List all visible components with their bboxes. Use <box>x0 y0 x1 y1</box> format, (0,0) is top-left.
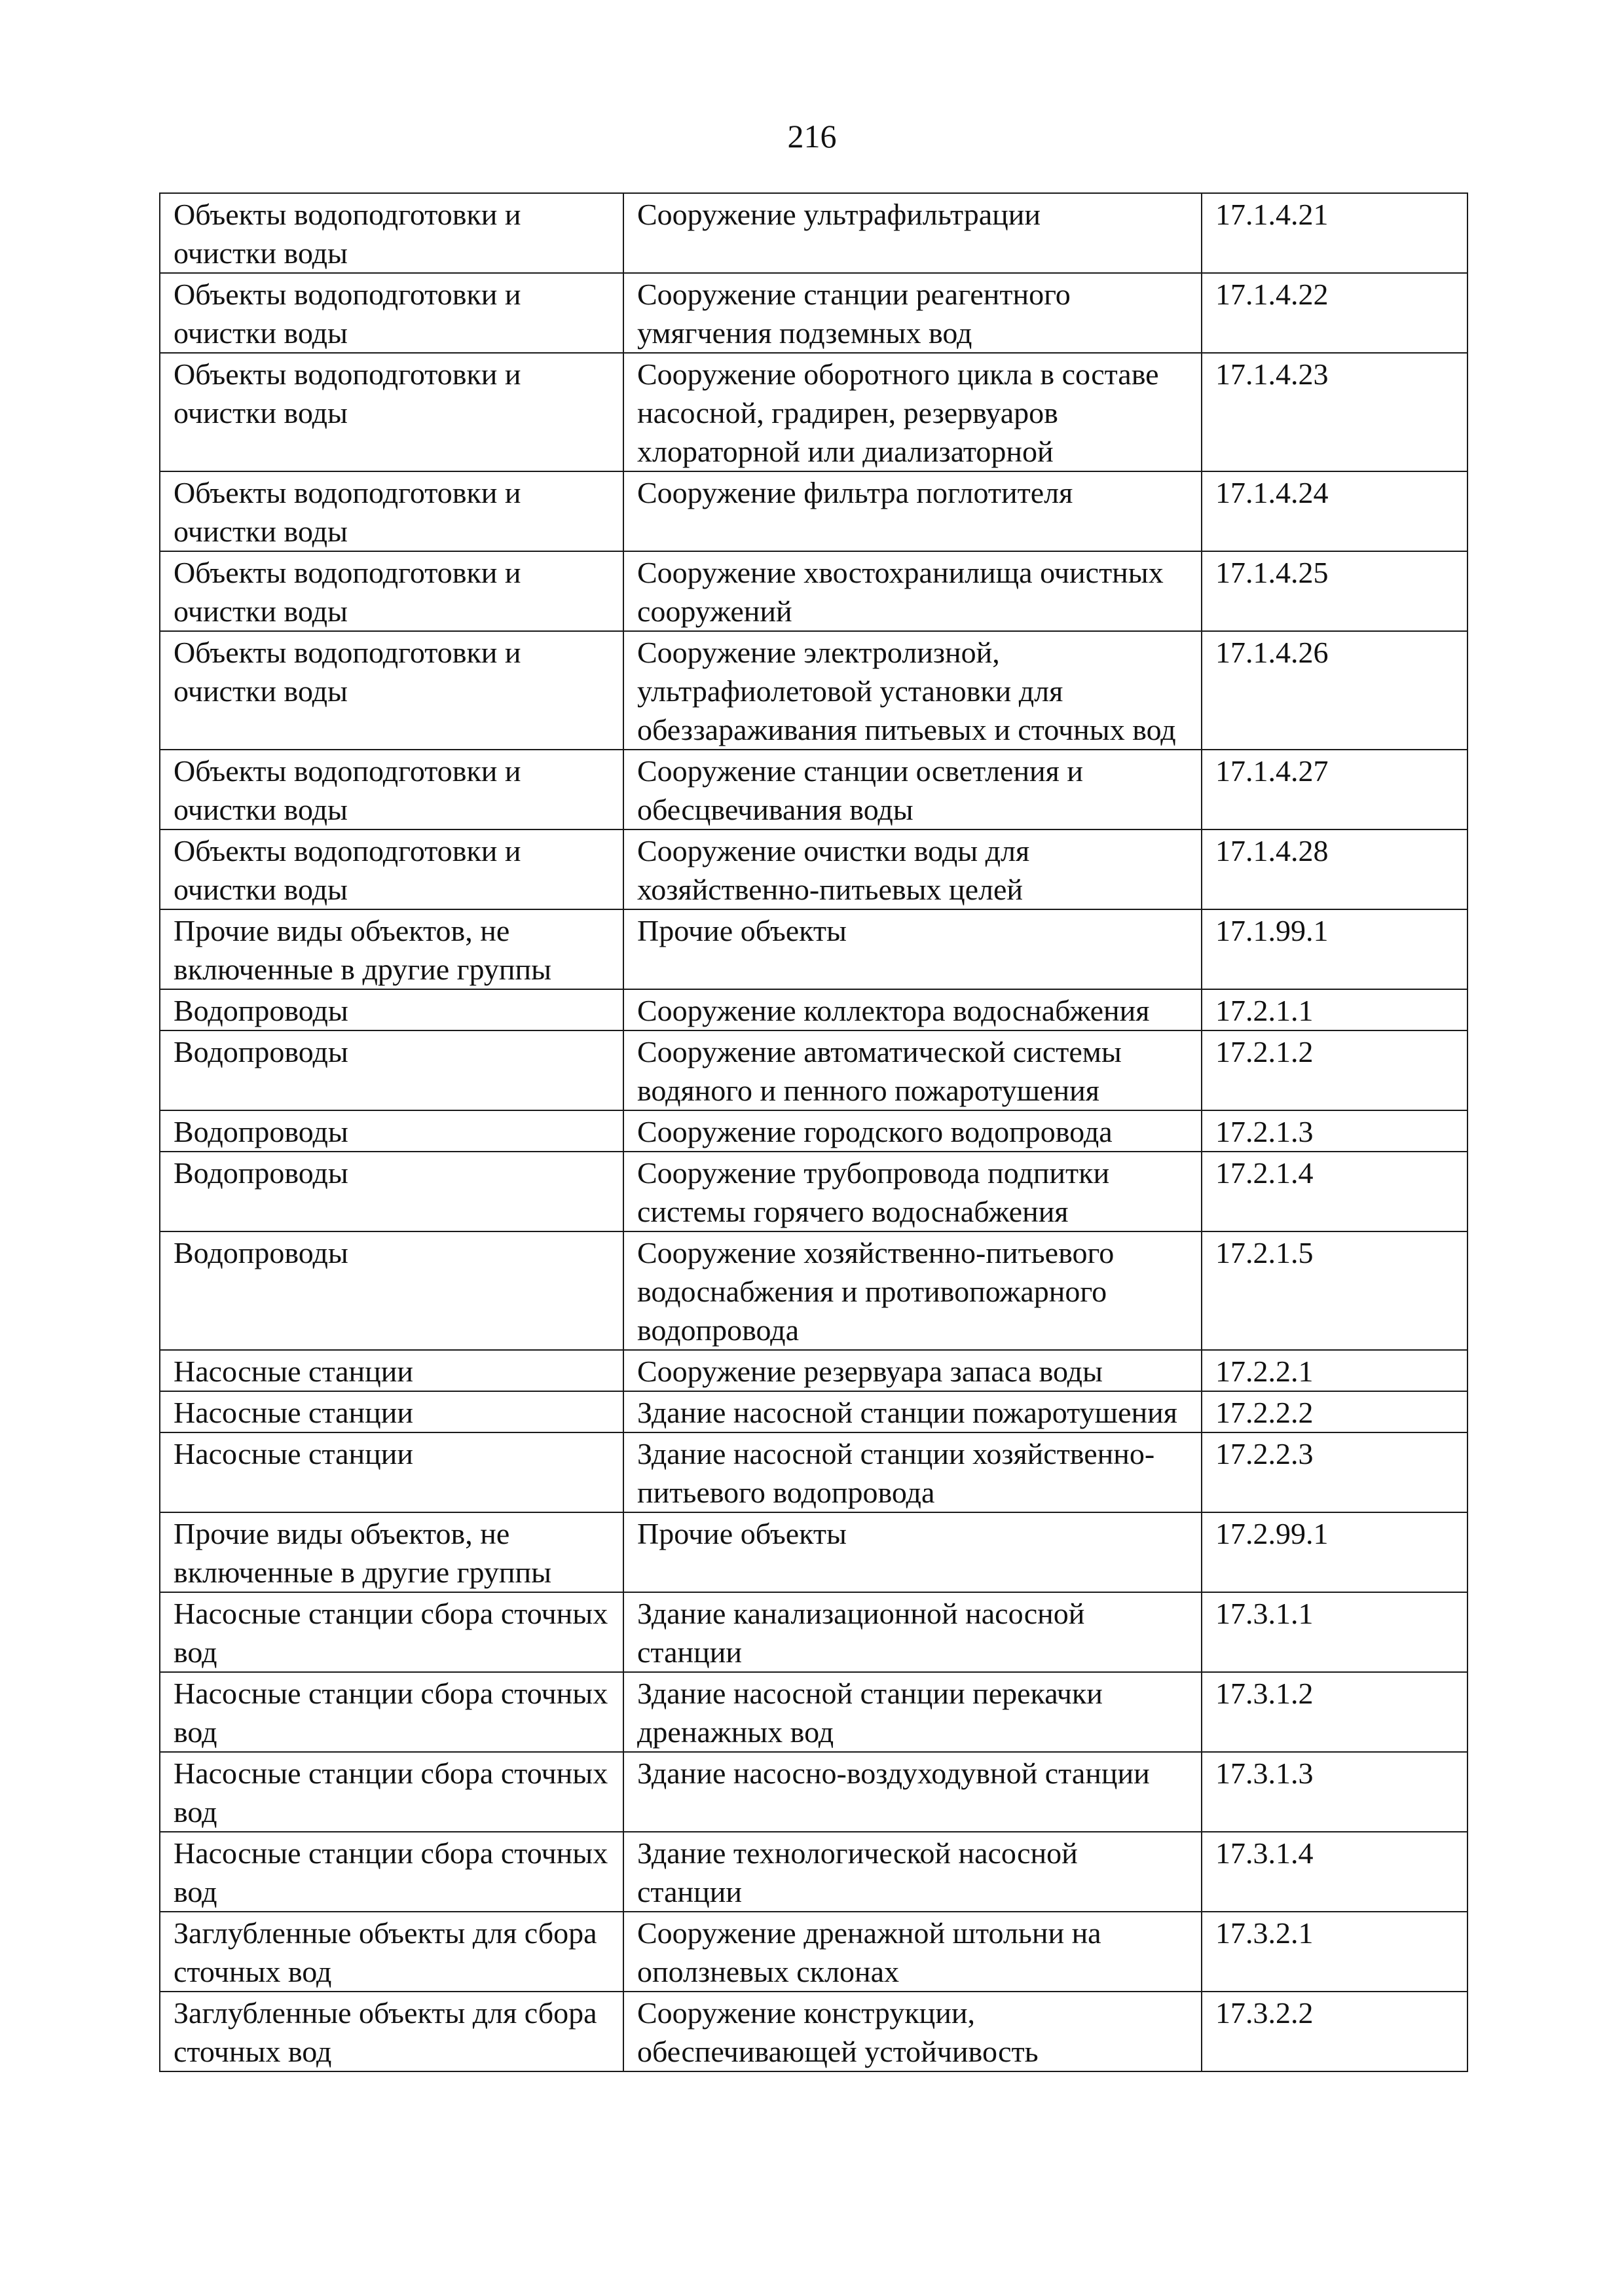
table-row <box>160 1432 1467 1512</box>
object-code-cell: 17.3.1.2 <box>1202 1672 1467 1752</box>
object-group-cell: Насосные станции <box>160 1350 623 1391</box>
object-name-cell: Здание насосно-воздуходувной станции <box>623 1752 1202 1832</box>
object-name-cell: Сооружение дренажной штольни на оползневых склонах <box>623 1912 1202 1992</box>
object-code-cell: 17.2.99.1 <box>1202 1512 1467 1592</box>
object-group-cell: Заглубленные объекты для сбора сточных вод <box>160 1992 623 2071</box>
object-classification-table <box>159 192 1468 2072</box>
table-row <box>160 631 1467 750</box>
object-code-cell: 17.3.1.4 <box>1202 1832 1467 1912</box>
object-code-cell: 17.2.1.5 <box>1202 1231 1467 1350</box>
object-code-cell: 17.2.1.3 <box>1202 1110 1467 1152</box>
table-row <box>160 1152 1467 1231</box>
object-code-cell: 17.2.2.3 <box>1202 1432 1467 1512</box>
object-group-cell: Объекты водоподготовки и очистки воды <box>160 631 623 750</box>
table-row <box>160 1832 1467 1912</box>
object-group-cell: Насосные станции <box>160 1432 623 1512</box>
object-code-cell: 17.2.1.1 <box>1202 989 1467 1030</box>
object-code-cell: 17.1.4.21 <box>1202 193 1467 273</box>
object-group-cell: Объекты водоподготовки и очистки воды <box>160 551 623 631</box>
table-row <box>160 551 1467 631</box>
object-code-cell: 17.3.2.1 <box>1202 1912 1467 1992</box>
object-name-cell: Здание канализационной насосной станции <box>623 1592 1202 1672</box>
table-row <box>160 1350 1467 1391</box>
table-row <box>160 273 1467 353</box>
object-group-cell: Водопроводы <box>160 1110 623 1152</box>
object-code-cell: 17.1.4.26 <box>1202 631 1467 750</box>
object-name-cell: Здание технологической насосной станции <box>623 1832 1202 1912</box>
object-code-cell: 17.1.99.1 <box>1202 909 1467 989</box>
object-group-cell: Водопроводы <box>160 989 623 1030</box>
object-group-cell: Прочие виды объектов, не включенные в другие группы <box>160 909 623 989</box>
object-group-cell: Заглубленные объекты для сбора сточных вод <box>160 1912 623 1992</box>
object-name-cell: Сооружение очистки воды для хозяйственно-питьевых целей <box>623 829 1202 909</box>
table-row <box>160 1752 1467 1832</box>
table-row <box>160 1512 1467 1592</box>
object-group-cell: Объекты водоподготовки и очистки воды <box>160 353 623 471</box>
object-name-cell: Сооружение трубопровода подпитки системы горячего водоснабжения <box>623 1152 1202 1231</box>
object-code-cell: 17.2.2.1 <box>1202 1350 1467 1391</box>
object-name-cell: Сооружение городского водопровода <box>623 1110 1202 1152</box>
object-name-cell: Сооружение автоматической системы водяного и пенного пожаротушения <box>623 1030 1202 1110</box>
object-code-cell: 17.1.4.25 <box>1202 551 1467 631</box>
table-row <box>160 1992 1467 2071</box>
object-group-cell: Прочие виды объектов, не включенные в другие группы <box>160 1512 623 1592</box>
object-code-cell: 17.2.1.2 <box>1202 1030 1467 1110</box>
object-group-cell: Водопроводы <box>160 1030 623 1110</box>
table-row <box>160 193 1467 273</box>
table-body <box>160 193 1467 2071</box>
object-group-cell: Насосные станции сбора сточных вод <box>160 1672 623 1752</box>
object-group-cell: Водопроводы <box>160 1231 623 1350</box>
table-row <box>160 353 1467 471</box>
object-code-cell: 17.2.2.2 <box>1202 1391 1467 1432</box>
object-group-cell: Насосные станции сбора сточных вод <box>160 1832 623 1912</box>
table-row <box>160 829 1467 909</box>
table-row <box>160 1912 1467 1992</box>
object-name-cell: Здание насосной станции перекачки дренажных вод <box>623 1672 1202 1752</box>
object-code-cell: 17.1.4.23 <box>1202 353 1467 471</box>
object-name-cell: Здание насосной станции пожаротушения <box>623 1391 1202 1432</box>
object-name-cell: Прочие объекты <box>623 1512 1202 1592</box>
table-row <box>160 750 1467 829</box>
object-code-cell: 17.2.1.4 <box>1202 1152 1467 1231</box>
object-group-cell: Объекты водоподготовки и очистки воды <box>160 829 623 909</box>
table-row <box>160 1672 1467 1752</box>
object-name-cell: Прочие объекты <box>623 909 1202 989</box>
object-name-cell: Сооружение конструкции, обеспечивающей устойчивость <box>623 1992 1202 2071</box>
table-row <box>160 1592 1467 1672</box>
object-group-cell: Объекты водоподготовки и очистки воды <box>160 273 623 353</box>
table-row <box>160 1030 1467 1110</box>
object-code-cell: 17.1.4.27 <box>1202 750 1467 829</box>
object-group-cell: Насосные станции сбора сточных вод <box>160 1752 623 1832</box>
object-group-cell: Объекты водоподготовки и очистки воды <box>160 471 623 551</box>
table-row <box>160 1110 1467 1152</box>
object-group-cell: Водопроводы <box>160 1152 623 1231</box>
object-name-cell: Сооружение хвостохранилища очистных сооружений <box>623 551 1202 631</box>
table-row <box>160 909 1467 989</box>
object-group-cell: Объекты водоподготовки и очистки воды <box>160 750 623 829</box>
page-number: 216 <box>787 118 837 155</box>
object-code-cell: 17.3.1.3 <box>1202 1752 1467 1832</box>
object-code-cell: 17.1.4.28 <box>1202 829 1467 909</box>
object-name-cell: Сооружение хозяйственно-питьевого водоснабжения и противопожарного водопровода <box>623 1231 1202 1350</box>
object-name-cell: Сооружение резервуара запаса воды <box>623 1350 1202 1391</box>
object-code-cell: 17.3.1.1 <box>1202 1592 1467 1672</box>
object-name-cell: Сооружение коллектора водоснабжения <box>623 989 1202 1030</box>
table-row <box>160 471 1467 551</box>
object-code-cell: 17.1.4.22 <box>1202 273 1467 353</box>
object-name-cell: Сооружение фильтра поглотителя <box>623 471 1202 551</box>
table-row <box>160 989 1467 1030</box>
object-name-cell: Сооружение электролизной, ультрафиолетовой установки для обеззараживания питьевых и сточных вод <box>623 631 1202 750</box>
object-name-cell: Сооружение оборотного цикла в составе насосной, градирен, резервуаров хлораторной или диализаторной <box>623 353 1202 471</box>
table-row <box>160 1391 1467 1432</box>
object-name-cell: Сооружение станции осветления и обесцвечивания воды <box>623 750 1202 829</box>
object-group-cell: Насосные станции <box>160 1391 623 1432</box>
object-code-cell: 17.3.2.2 <box>1202 1992 1467 2071</box>
object-name-cell: Здание насосной станции хозяйственно-питьевого водопровода <box>623 1432 1202 1512</box>
object-name-cell: Сооружение ультрафильтрации <box>623 193 1202 273</box>
object-group-cell: Насосные станции сбора сточных вод <box>160 1592 623 1672</box>
object-group-cell: Объекты водоподготовки и очистки воды <box>160 193 623 273</box>
object-name-cell: Сооружение станции реагентного умягчения подземных вод <box>623 273 1202 353</box>
object-code-cell: 17.1.4.24 <box>1202 471 1467 551</box>
table-row <box>160 1231 1467 1350</box>
